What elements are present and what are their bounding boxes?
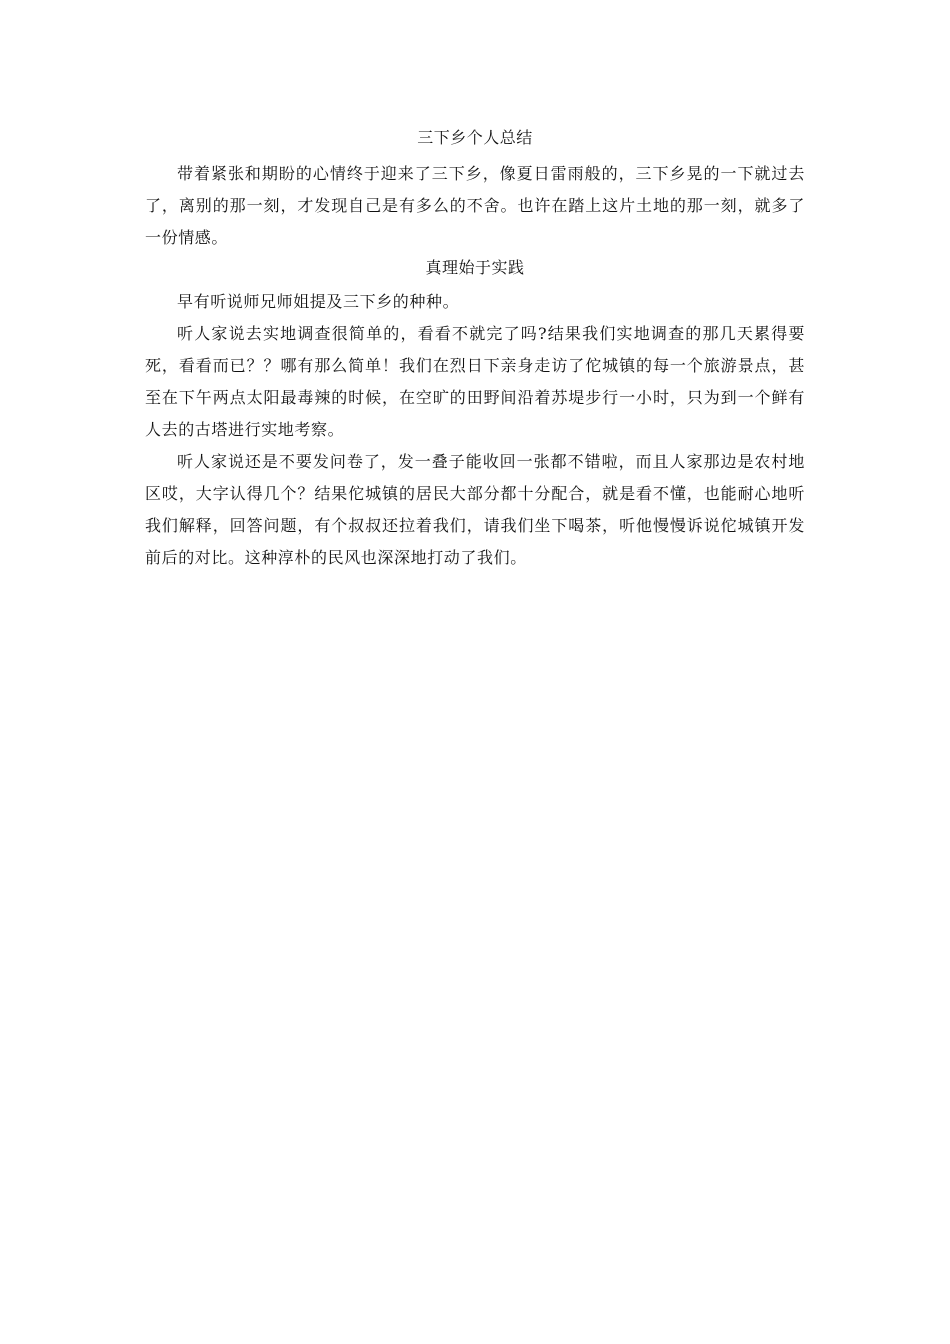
body-paragraph: 听人家说还是不要发问卷了，发一叠子能收回一张都不错啦，而且人家那边是农村地区哎，大字认得几个？结果佗城镇的居民大部分都十分配合，就是看不懂，也能耐心地听我们解释，回答问题，有个叔叔还拉着我们，请我们坐下喝茶，听他慢慢诉说佗城镇开发前后的对比。这种淳朴的民风也深深地打动了我们。 bbox=[145, 452, 805, 567]
body-paragraph: 听人家说去实地调查很简单的，看看不就完了吗?结果我们实地调查的那几天累得要死，看看而已？？哪有那么简单！我们在烈日下亲身走访了佗城镇的每一个旅游景点，甚至在下午两点太阳最毒辣的时候，在空旷的田野间沿着苏堤步行一小时，只为到一个鲜有人去的古塔进行实地考察。 bbox=[145, 324, 805, 439]
document-title: 三下乡个人总结 bbox=[417, 128, 533, 147]
document-body bbox=[145, 126, 805, 574]
body-paragraph: 早有听说师兄师姐提及三下乡的种种。 bbox=[177, 292, 460, 311]
section-title: 真理始于实践 bbox=[425, 258, 525, 277]
intro-paragraph: 带着紧张和期盼的心情终于迎来了三下乡，像夏日雷雨般的，三下乡晃的一下就过去了，离别的那一刻，才发现自己是有多么的不舍。也许在踏上这片土地的那一刻，就多了一份情感。 bbox=[145, 164, 805, 247]
